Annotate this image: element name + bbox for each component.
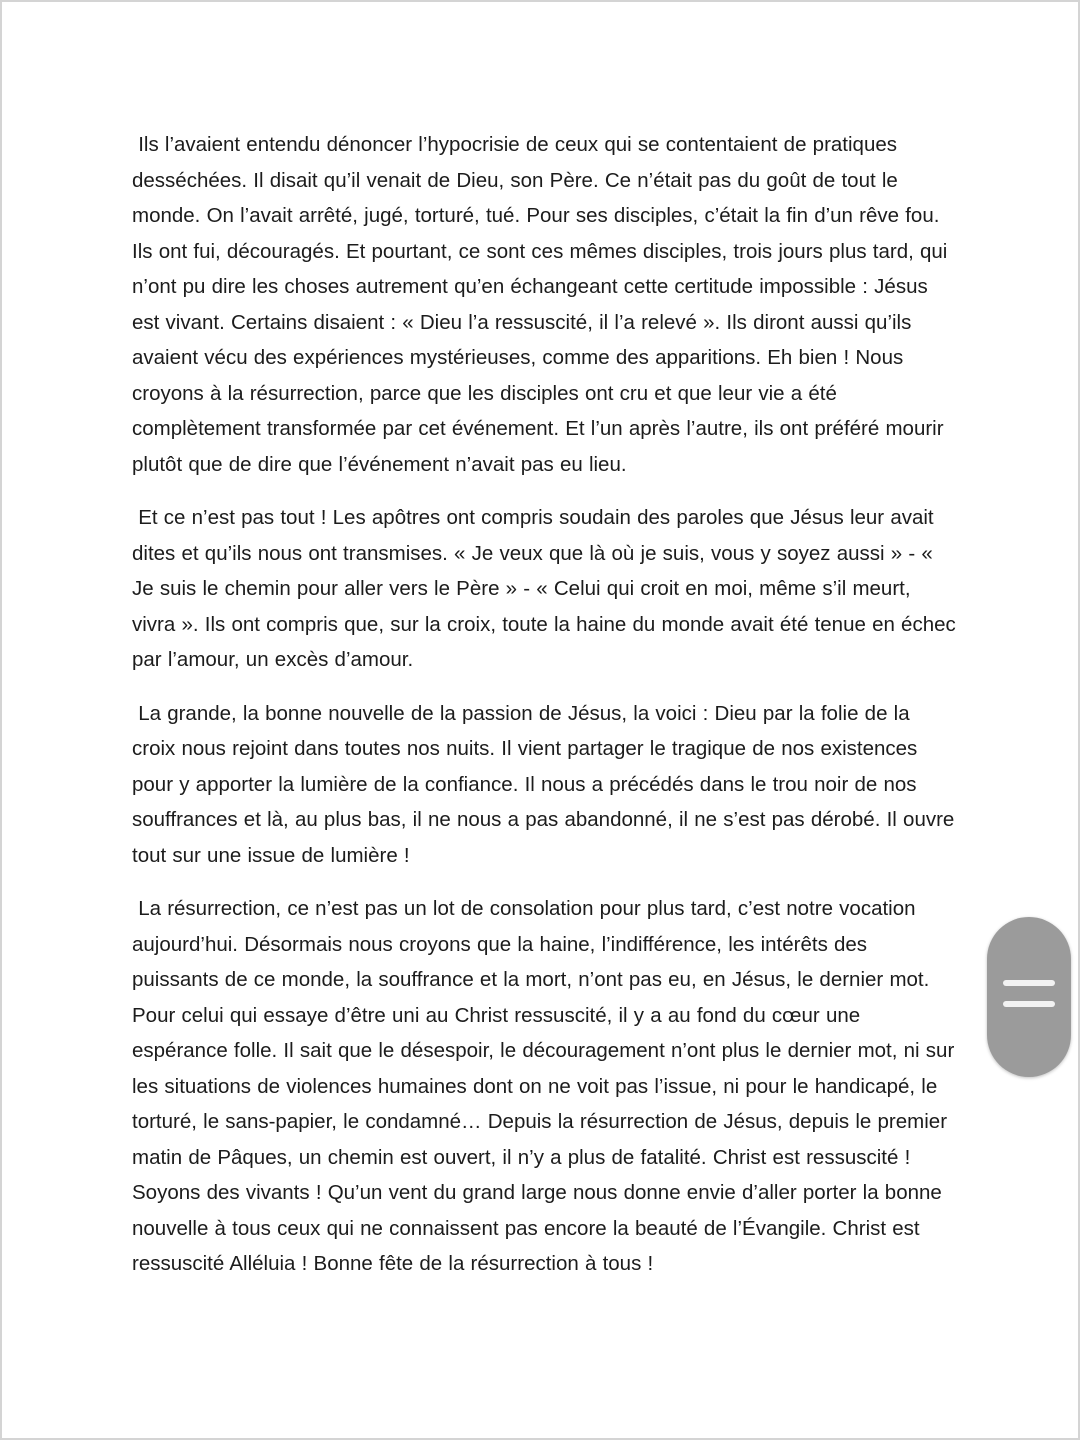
paragraph-2: Et ce n’est pas tout ! Les apôtres ont compris soudain des paroles que Jésus leur avait dites et qu’ils nous ont transmises. « Je veux que là où je suis, vous y soyez aussi » - « Je suis le chemin pour aller vers le Père » - « Celui qui croit en moi, même s’il meurt, vivra ». Ils ont compris que, sur la croix, toute la haine du monde avait été tenue en échec par l’amour, un excès d’amour.: [132, 506, 962, 671]
document-body: [132, 127, 962, 1300]
drag-handle-icon: [1003, 980, 1055, 986]
paragraph-1: Ils l’avaient entendu dénoncer l’hypocrisie de ceux qui se contentaient de pratiques desséchées. Il disait qu’il venait de Dieu, son Père. Ce n’était pas du goût de tout le monde. On l’avait arrêté, jugé, torturé, tué. Pour ses disciples, c’était la fin d’un rêve fou. Ils ont fui, découragés. Et pourtant, ce sont ces mêmes disciples, trois jours plus tard, qui n’ont pu dire les choses autrement qu’en échangeant cette certitude impossible : Jésus est vivant. Certains disaient : « Dieu l’a ressuscité, il l’a relevé ». Ils diront aussi qu’ils avaient vécu des expériences mystérieuses, comme des apparitions. Eh bien ! Nous croyons à la résurrection, parce que les disciples ont cru et que leur vie a été complètement transformée par cet événement. Et l’un après l’autre, ils ont préféré mourir plutôt que de dire que l’événement n’avait pas eu lieu.: [132, 133, 954, 476]
scroll-handle[interactable]: [987, 917, 1071, 1077]
drag-handle-icon-line: [1003, 1001, 1055, 1007]
paragraph-4: La résurrection, ce n’est pas un lot de consolation pour plus tard, c’est notre vocation aujourd’hui. Désormais nous croyons que la haine, l’indifférence, les intérêts des puissants de ce monde, la souffrance et la mort, n’ont pas eu, en Jésus, le dernier mot. Pour celui qui essaye d’être uni au Christ ressuscité, il y a au fond du cœur une espérance folle. Il sait que le désespoir, le découragement n’ont plus le dernier mot, ni sur les situations de violences humaines dont on ne voit pas l’issue, ni pour le handicapé, le torturé, le sans-papier, le condamné… Depuis la résurrection de Jésus, depuis le premier matin de Pâques, un chemin est ouvert, il n’y a plus de fatalité. Christ est ressuscité ! Soyons des vivants ! Qu’un vent du grand large nous donne envie d’aller porter la bonne nouvelle à tous ceux qui ne connaissent pas encore la beauté de l’Évangile. Christ est ressuscité Alléluia ! Bonne fête de la résurrection à tous !: [132, 897, 961, 1275]
paragraph-3: La grande, la bonne nouvelle de la passion de Jésus, la voici : Dieu par la folie de la croix nous rejoint dans toutes nos nuits. Il vient partager le tragique de nos existences pour y apporter la lumière de la confiance. Il nous a précédés dans le trou noir de nos souffrances et là, au plus bas, il ne nous a pas abandonné, il ne s’est pas dérobé. Il ouvre tout sur une issue de lumière !: [132, 701, 961, 867]
